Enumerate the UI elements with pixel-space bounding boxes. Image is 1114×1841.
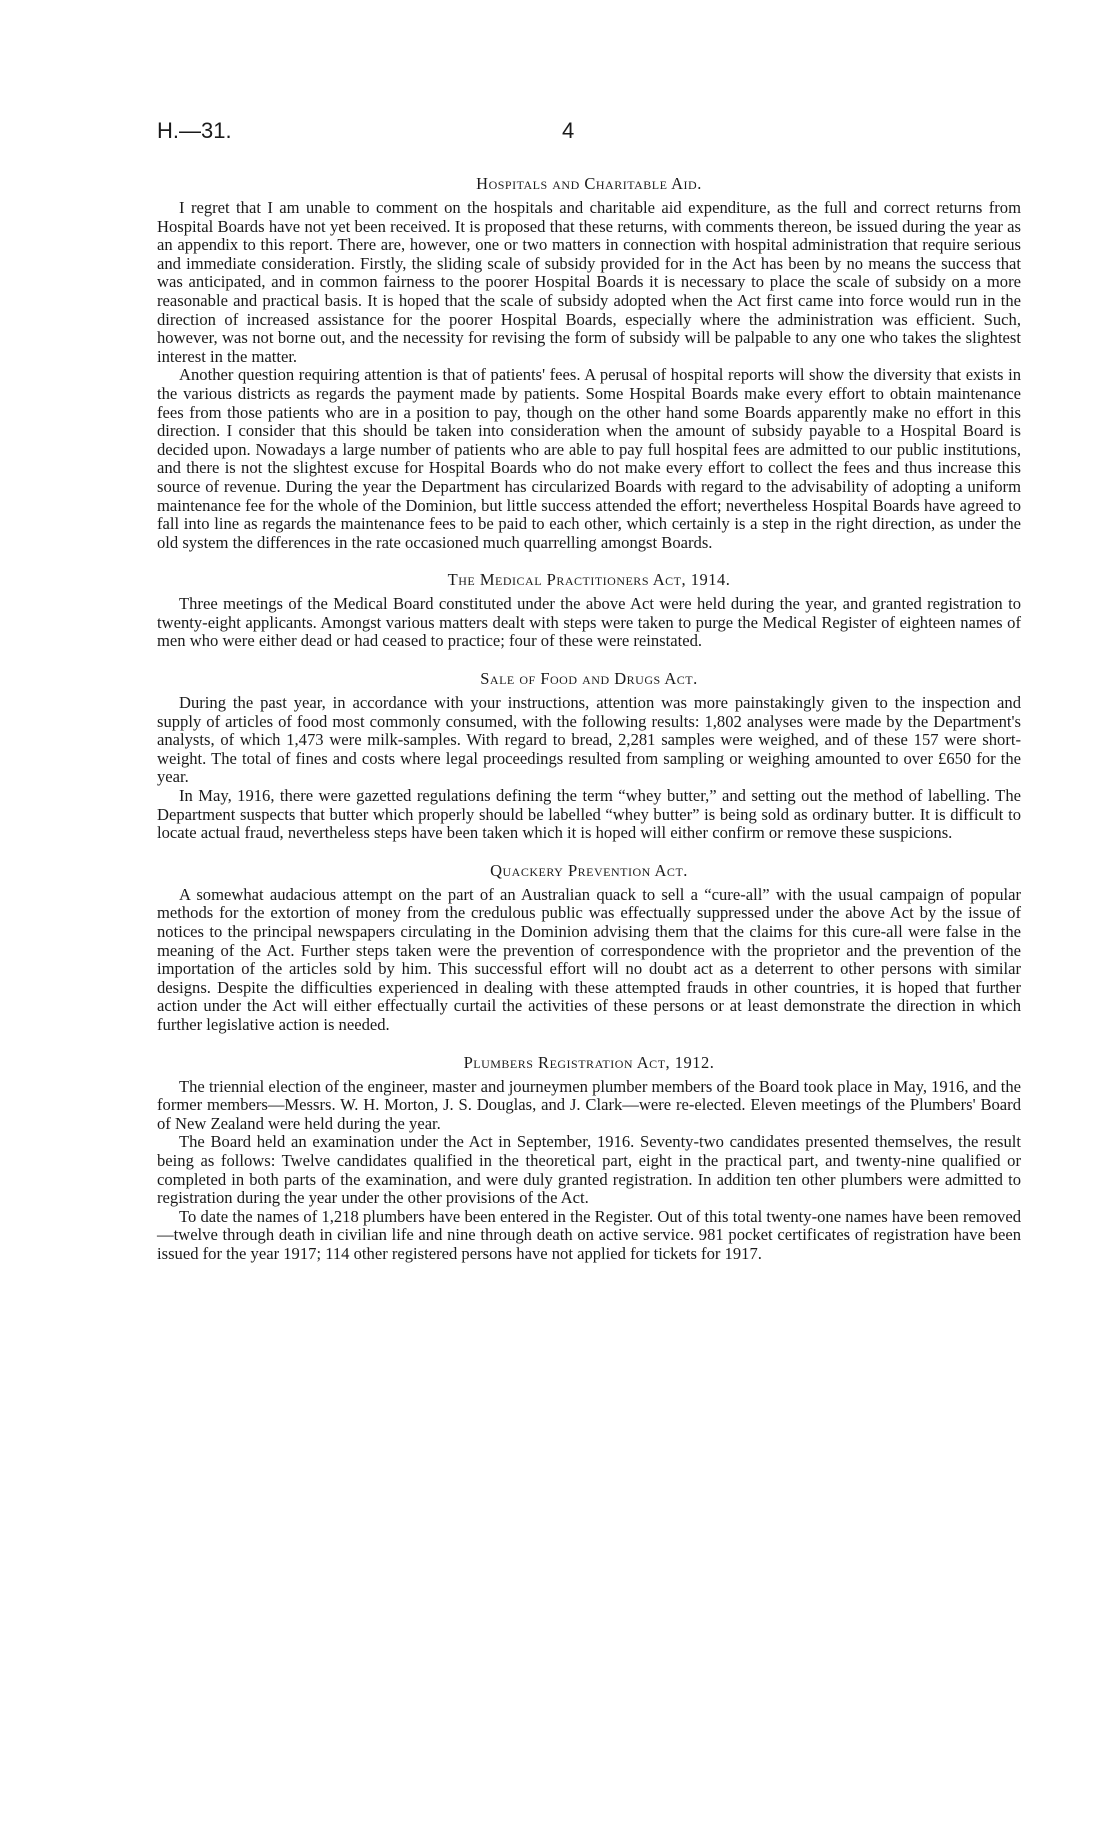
paragraph: In May, 1916, there were gazetted regulations defining the term “whey butter,” and setting out the method of labelling. The Department suspects that butter which properly should be labelled “whey butter” is being sold as ordinary butter. It is difficult to locate actual fraud, nevertheless steps have been taken which it is hoped will either confirm or remove these suspicions. [157,786,1021,843]
page-header [157,118,1021,152]
paragraph: A somewhat audacious attempt on the part of an Australian quack to sell a “cure-all” with the usual campaign of popular methods for the extortion of money from the credulous public was effectually suppressed under the above Act by the issue of notices to the principal newspapers circulating in the Dominion advising them that the claims for this cure-all were false in the meaning of the Act. Further steps taken were the prevention of correspondence with the proprietor and the prevention of the importation of the articles sold by him. This successful effort will no doubt act as a deterrent to other persons with similar designs. Despite the difficulties experienced in dealing with these attempted frauds in other countries, it is hoped that further action under the Act will either effectually curtail the activities of these persons or at least demonstrate the direction in which further legislative action is needed. [157,884,1021,1034]
paragraph: During the past year, in accordance with your instructions, attention was more painstakingly given to the inspection and supply of articles of food most commonly consumed, with the following results: 1,802 analyses were made by the Department's analysts, of which 1,473 were milk-samples. With regard to bread, 2,281 samples were weighed, and of these 157 were short-weight. The total of fines and costs where legal proceedings resulted from sampling or weighing amounted to over £650 for the year. [157,693,1021,787]
section-medical-practitioners [157,570,1021,651]
section-heading: Plumbers Registration Act, 1912. [463,1052,715,1072]
section-heading: Sale of Food and Drugs Act. [480,669,698,689]
paragraph: Three meetings of the Medical Board constituted under the above Act were held during the year, and granted registration to twenty-eight applicants. Amongst various matters dealt with steps were taken to purge the Medical Register of eighteen names of men who were either dead or had ceased to practice; four of these were reinstated. [157,594,1021,651]
section-heading: The Medical Practitioners Act, 1914. [447,570,731,590]
section-heading: Quackery Prevention Act. [490,860,688,880]
paragraph: The triennial election of the engineer, master and journeymen plumber members of the Board took place in May, 1916, and the former members—Messrs. W. H. Morton, J. S. Douglas, and J. Clark—were re-elected. Eleven meetings of the Plumbers' Board of New Zealand were held during the year. [157,1076,1021,1133]
page-number: 4 [562,118,575,143]
paragraph: To date the names of 1,218 plumbers have been entered in the Register. Out of this total twenty-one names have been removed—twelve through death in civilian life and nine through death on active service. 981 pocket certificates of registration have been issued for the year 1917; 114 other registered persons have not applied for tickets for 1917. [157,1206,1021,1263]
section-hospitals [157,174,1021,552]
section-plumbers [157,1053,1021,1264]
section-heading: Hospitals and Charitable Aid. [476,174,702,193]
section-quackery [157,861,1021,1035]
section-food-and-drugs [157,669,1021,843]
paragraph: The Board held an examination under the Act in September, 1916. Seventy-two candidates presented themselves, the result being as follows: Twelve candidates qualified in the theoretical part, eight in the practical part, and twenty-nine qualified or completed in both parts of the examination, and were duly granted registration. In addition ten other plumbers were admitted to registration during the year under the other provisions of the Act. [157,1132,1021,1208]
paragraph: I regret that I am unable to comment on the hospitals and charitable aid expenditure, as the full and correct returns from Hospital Boards have not yet been received. It is proposed that these returns, with comments thereon, be issued during the year as an appendix to this report. There are, however, one or two matters in connection with hospital administration that require serious and immediate consideration. Firstly, the sliding scale of subsidy provided for in the Act has been by no means the success that was anticipated, and in common fairness to the poorer Hospital Boards it is necessary to place the scale of subsidy on a more reasonable and practical basis. It is hoped that the scale of subsidy adopted when the Act first came into force would run in the direction of increased assistance for the poorer Hospital Boards, especially where the administration was efficient. Such, however, was not borne out, and the necessity for revising the form of subsidy will be palpable to any one who takes the slightest interest in the matter. [157,198,1021,366]
paragraph: Another question requiring attention is that of patients' fees. A perusal of hospital reports will show the diversity that exists in the various districts as regards the payment made by patients. Some Hospital Boards make every effort to obtain maintenance fees from those patients who are in a position to pay, though on the other hand some Boards apparently make no effort in this direction. I consider that this should be taken into consideration when the amount of subsidy payable to a Hospital Board is decided upon. Nowadays a large number of patients who are able to pay full hospital fees are admitted to our public institutions, and there is not the slightest excuse for Hospital Boards who do not make every effort to collect the fees and thus increase this source of revenue. During the year the Department has circularized Boards with regard to the advisability of adopting a uniform maintenance fee for the whole of the Dominion, but little success attended the effort; nevertheless Hospital Boards have agreed to fall into line as regards the maintenance fees to be paid to each other, which certainly is a step in the right direction, as under the old system the differences in the rate occasioned much quarrelling amongst Boards. [157,365,1021,552]
document-page [157,118,1021,1264]
document-reference: H.—31. [157,118,232,143]
